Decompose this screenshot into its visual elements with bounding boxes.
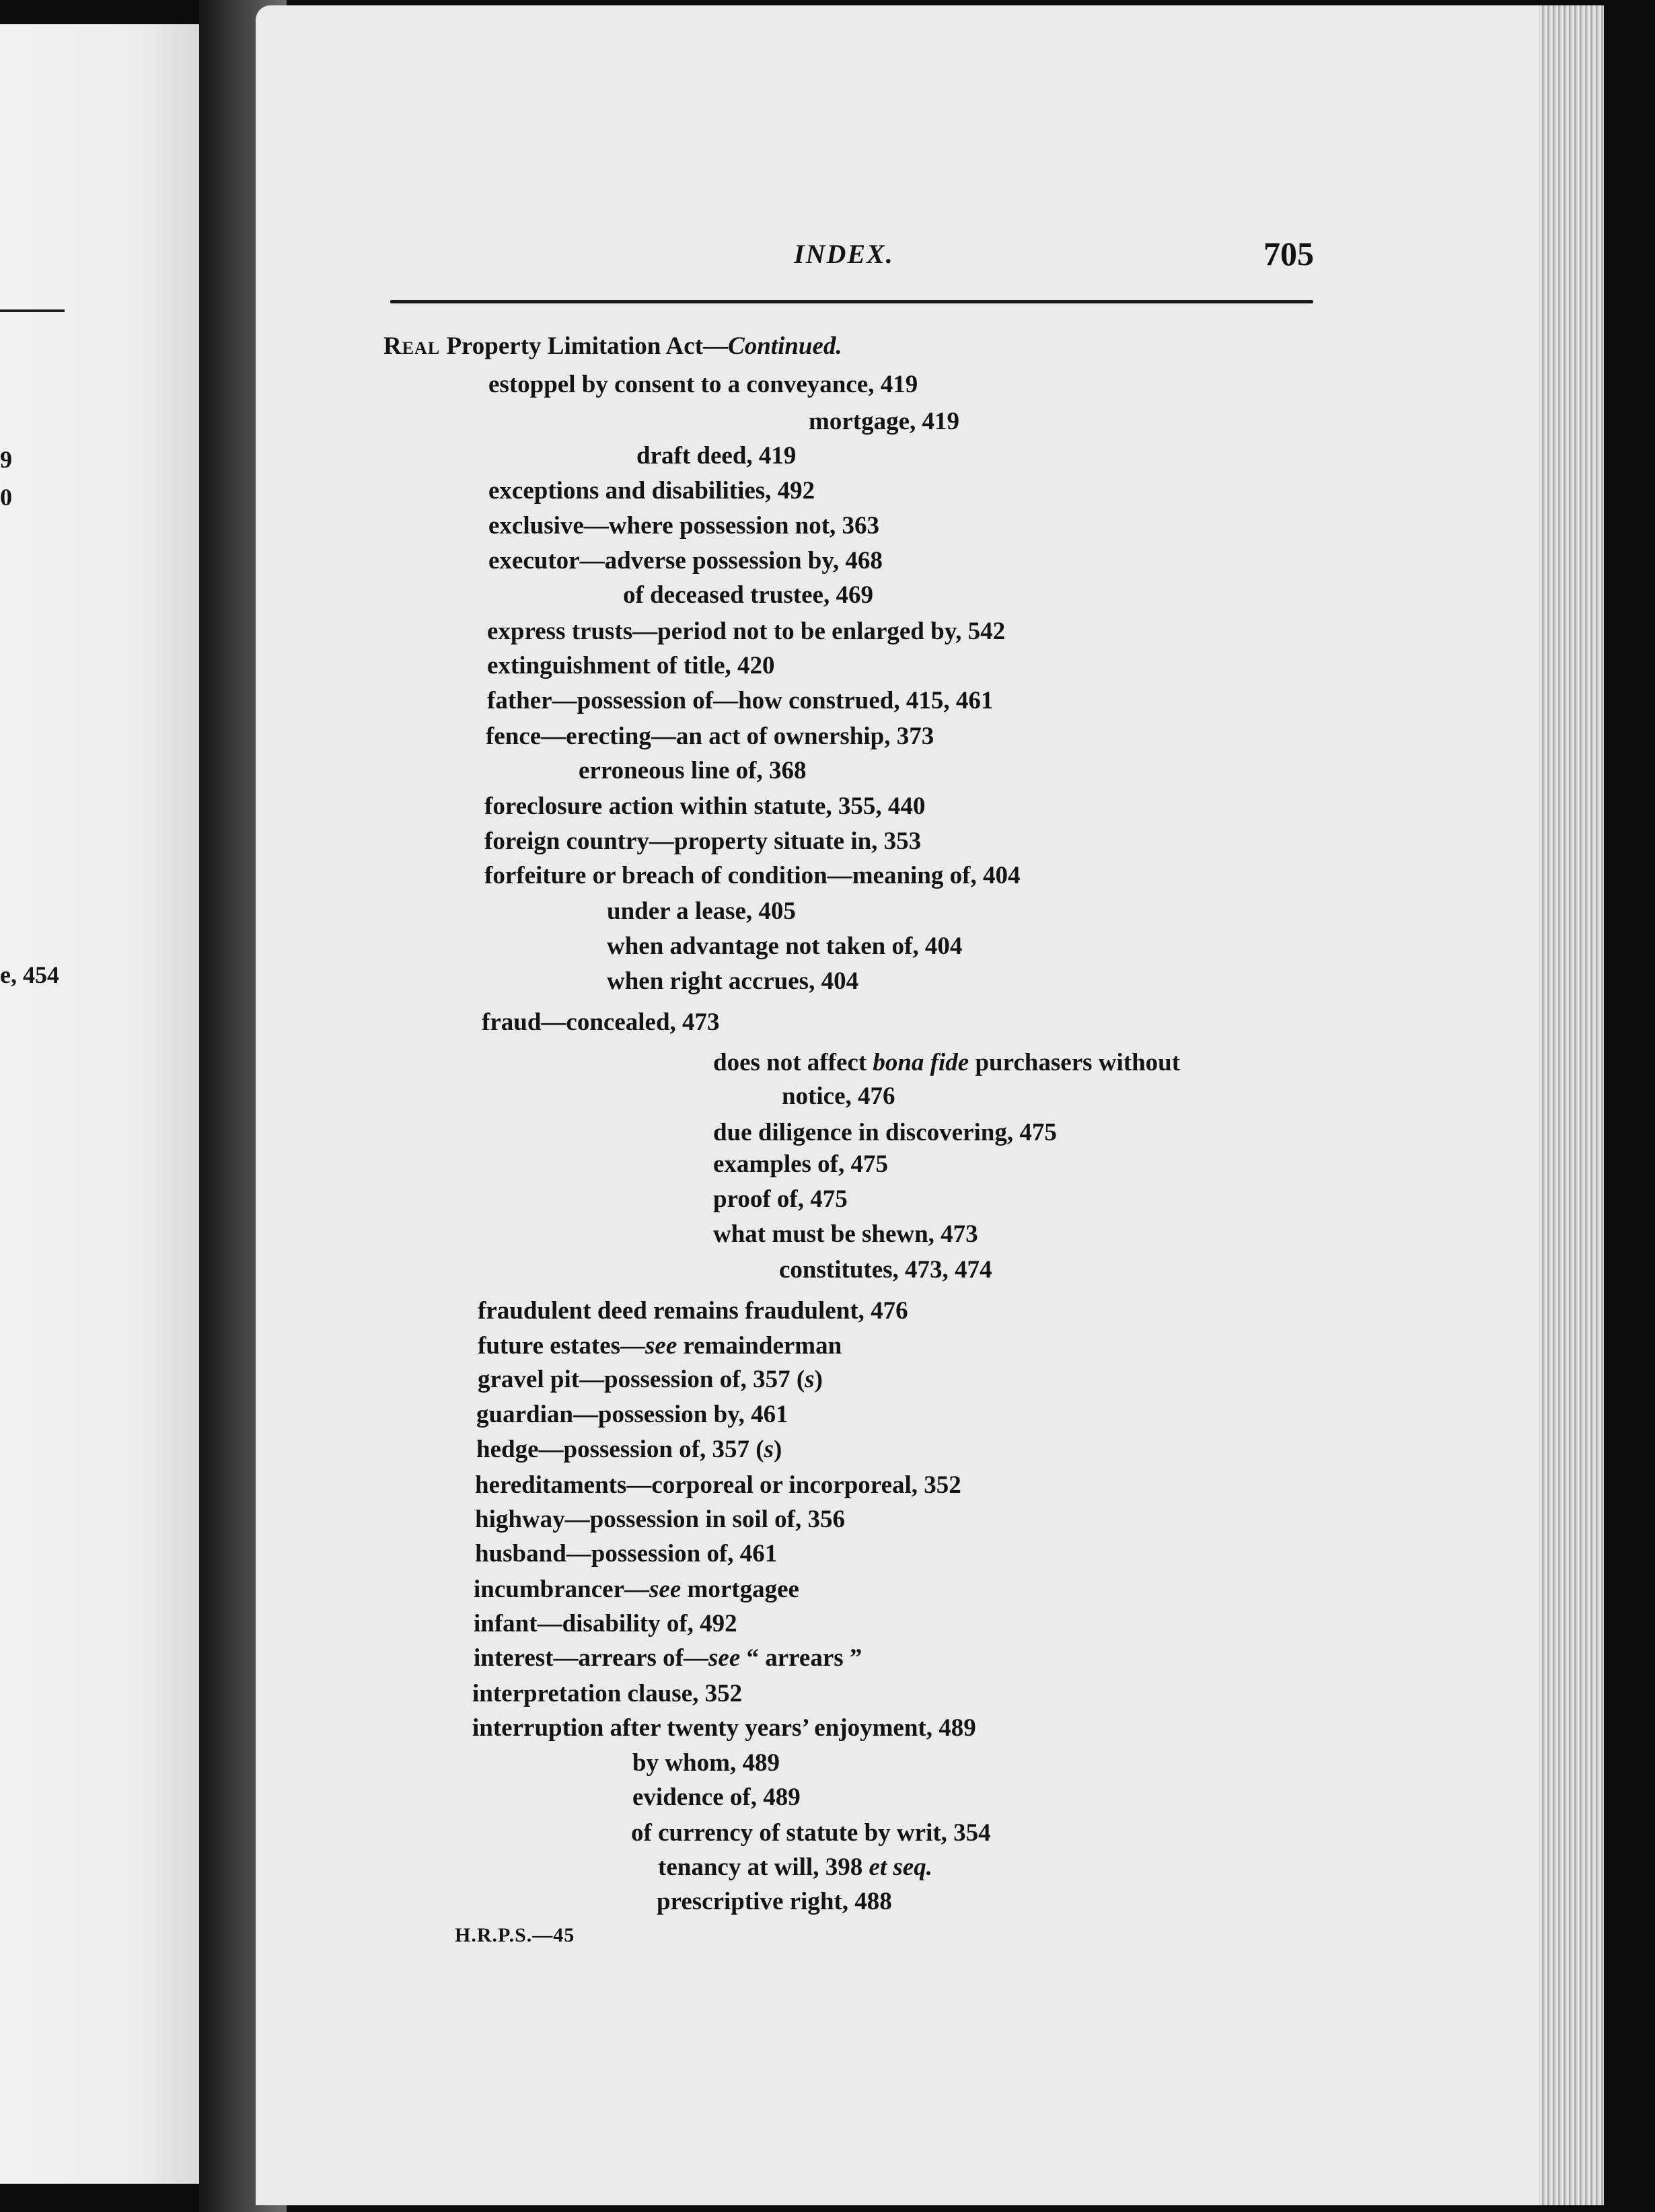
index-entry: foreign country—property situate in, 353 [484, 827, 922, 855]
header-rule [390, 300, 1313, 303]
index-entry: guardian—possession by, 461 [476, 1401, 788, 1428]
index-entry: forfeiture or breach of condition—meaning of, 404 [484, 862, 1021, 889]
index-entry: extinguishment of title, 420 [487, 652, 775, 679]
index-entry: interruption after twenty years’ enjoyment, 489 [472, 1714, 976, 1742]
index-entry: of currency of statute by writ, 354 [631, 1819, 991, 1847]
index-entry: constitutes, 473, 474 [779, 1256, 992, 1284]
index-entry: future estates—see remainderman [478, 1332, 842, 1360]
index-entry: interest—arrears of—see “ arrears ” [474, 1644, 862, 1672]
index-page [256, 5, 1604, 2205]
index-entry: draft deed, 419 [636, 442, 797, 470]
index-heading: Real Property Limitation Act—Continued. [383, 332, 842, 360]
index-entry: of deceased trustee, 469 [623, 581, 873, 609]
index-entry: tenancy at will, 398 et seq. [658, 1853, 932, 1881]
index-entry: express trusts—period not to be enlarged by, 542 [487, 618, 1006, 645]
previous-page-fragment: e, 454 [0, 961, 59, 988]
index-entry: does not affect bona fide purchasers without [713, 1049, 1181, 1076]
index-entry: highway—possession in soil of, 356 [475, 1506, 845, 1533]
index-entry: mortgage, 419 [809, 408, 959, 435]
previous-page-rule [0, 309, 65, 312]
previous-page-fragment: 0 [0, 484, 12, 511]
index-entry: hereditaments—corporeal or incorporeal, 352 [475, 1471, 961, 1499]
index-entry: incumbrancer—see mortgagee [474, 1576, 799, 1603]
index-entry: executor—adverse possession by, 468 [488, 547, 883, 575]
index-entry: fraudulent deed remains fraudulent, 476 [478, 1297, 908, 1325]
previous-page-fragment: 9 [0, 446, 12, 473]
index-entry: father—possession of—how construed, 415, 461 [487, 687, 994, 714]
index-entry: exceptions and disabilities, 492 [488, 477, 815, 505]
index-entry: foreclosure action within statute, 355, 440 [484, 792, 926, 820]
index-entry: under a lease, 405 [607, 897, 796, 925]
index-entry: hedge—possession of, 357 (s) [476, 1436, 782, 1463]
running-head: INDEX. [794, 239, 894, 269]
index-entry: notice, 476 [782, 1082, 895, 1110]
index-entry: exclusive—where possession not, 363 [488, 512, 880, 540]
index-entry: erroneous line of, 368 [579, 757, 807, 784]
index-entry: husband—possession of, 461 [475, 1540, 778, 1568]
index-entry: evidence of, 489 [632, 1783, 801, 1811]
page-number: 705 [1263, 235, 1314, 272]
signature-mark: H.R.P.S.—45 [455, 1924, 575, 1946]
index-entry: fraud—concealed, 473 [482, 1008, 720, 1036]
index-entry: fence—erecting—an act of ownership, 373 [486, 723, 934, 750]
index-entry: infant—disability of, 492 [474, 1610, 737, 1637]
index-entry: due diligence in discovering, 475 [713, 1119, 1057, 1146]
index-entry: prescriptive right, 488 [657, 1888, 892, 1915]
index-entry: what must be shewn, 473 [713, 1220, 978, 1248]
page-block-edges [1539, 5, 1604, 2205]
index-entry: when right accrues, 404 [607, 967, 859, 995]
index-entry: when advantage not taken of, 404 [607, 932, 963, 960]
previous-page-edge [0, 24, 202, 2184]
index-entry: proof of, 475 [713, 1185, 848, 1213]
index-entry: by whom, 489 [632, 1749, 780, 1777]
index-entry: estoppel by consent to a conveyance, 419 [488, 371, 918, 398]
index-entry: gravel pit—possession of, 357 (s) [478, 1366, 823, 1393]
index-entry: interpretation clause, 352 [472, 1680, 743, 1707]
index-entry: examples of, 475 [713, 1150, 888, 1178]
